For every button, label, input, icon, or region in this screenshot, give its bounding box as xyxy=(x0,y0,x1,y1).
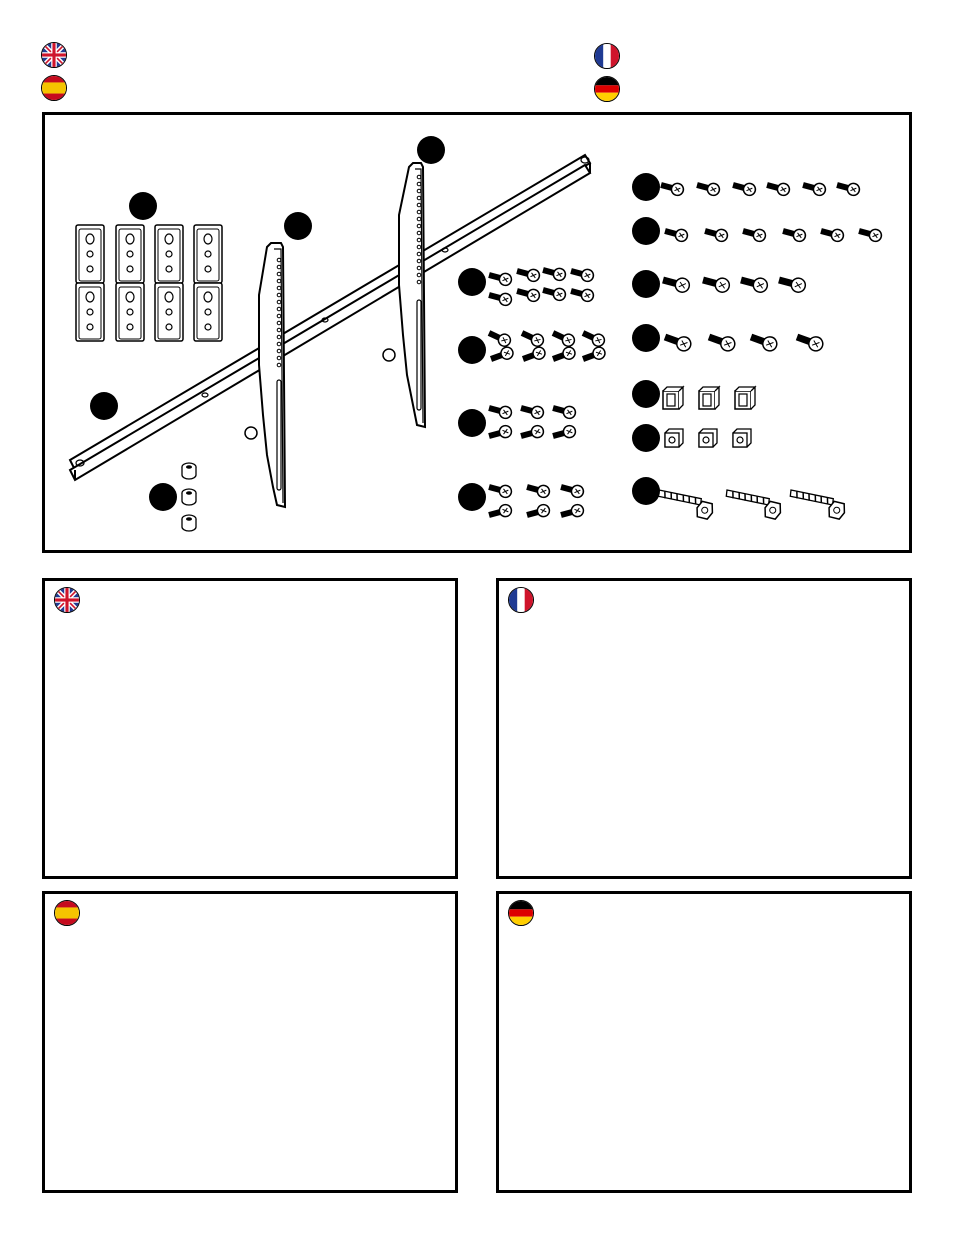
screws-group-d xyxy=(487,481,584,521)
german-flag-icon xyxy=(508,900,534,926)
english-panel xyxy=(42,578,458,879)
vertical-bracket-right xyxy=(383,163,425,427)
spacers xyxy=(182,463,196,531)
square-nuts xyxy=(665,429,751,447)
screws-group-f xyxy=(663,225,882,243)
screws-group-b xyxy=(486,328,606,365)
english-flag-icon xyxy=(41,42,67,68)
spanish-panel xyxy=(42,891,458,1193)
screws-group-h xyxy=(663,330,825,352)
french-panel xyxy=(496,578,912,879)
screws-group-a xyxy=(487,264,594,307)
french-flag-icon xyxy=(508,587,534,613)
cable-clips xyxy=(663,387,755,409)
hardware-drawing xyxy=(45,115,909,550)
screws-group-c xyxy=(487,402,576,442)
screws-group-e xyxy=(659,179,860,197)
spanish-flag-icon xyxy=(41,75,67,101)
german-panel xyxy=(496,891,912,1193)
english-flag-icon xyxy=(54,587,80,613)
adhesive-pads xyxy=(76,225,222,341)
french-flag-icon xyxy=(594,43,620,69)
spanish-flag-icon xyxy=(54,900,80,926)
screws-group-g xyxy=(661,273,807,294)
wall-anchors xyxy=(656,481,848,522)
parts-illustration xyxy=(42,112,912,553)
german-flag-icon xyxy=(594,76,620,102)
